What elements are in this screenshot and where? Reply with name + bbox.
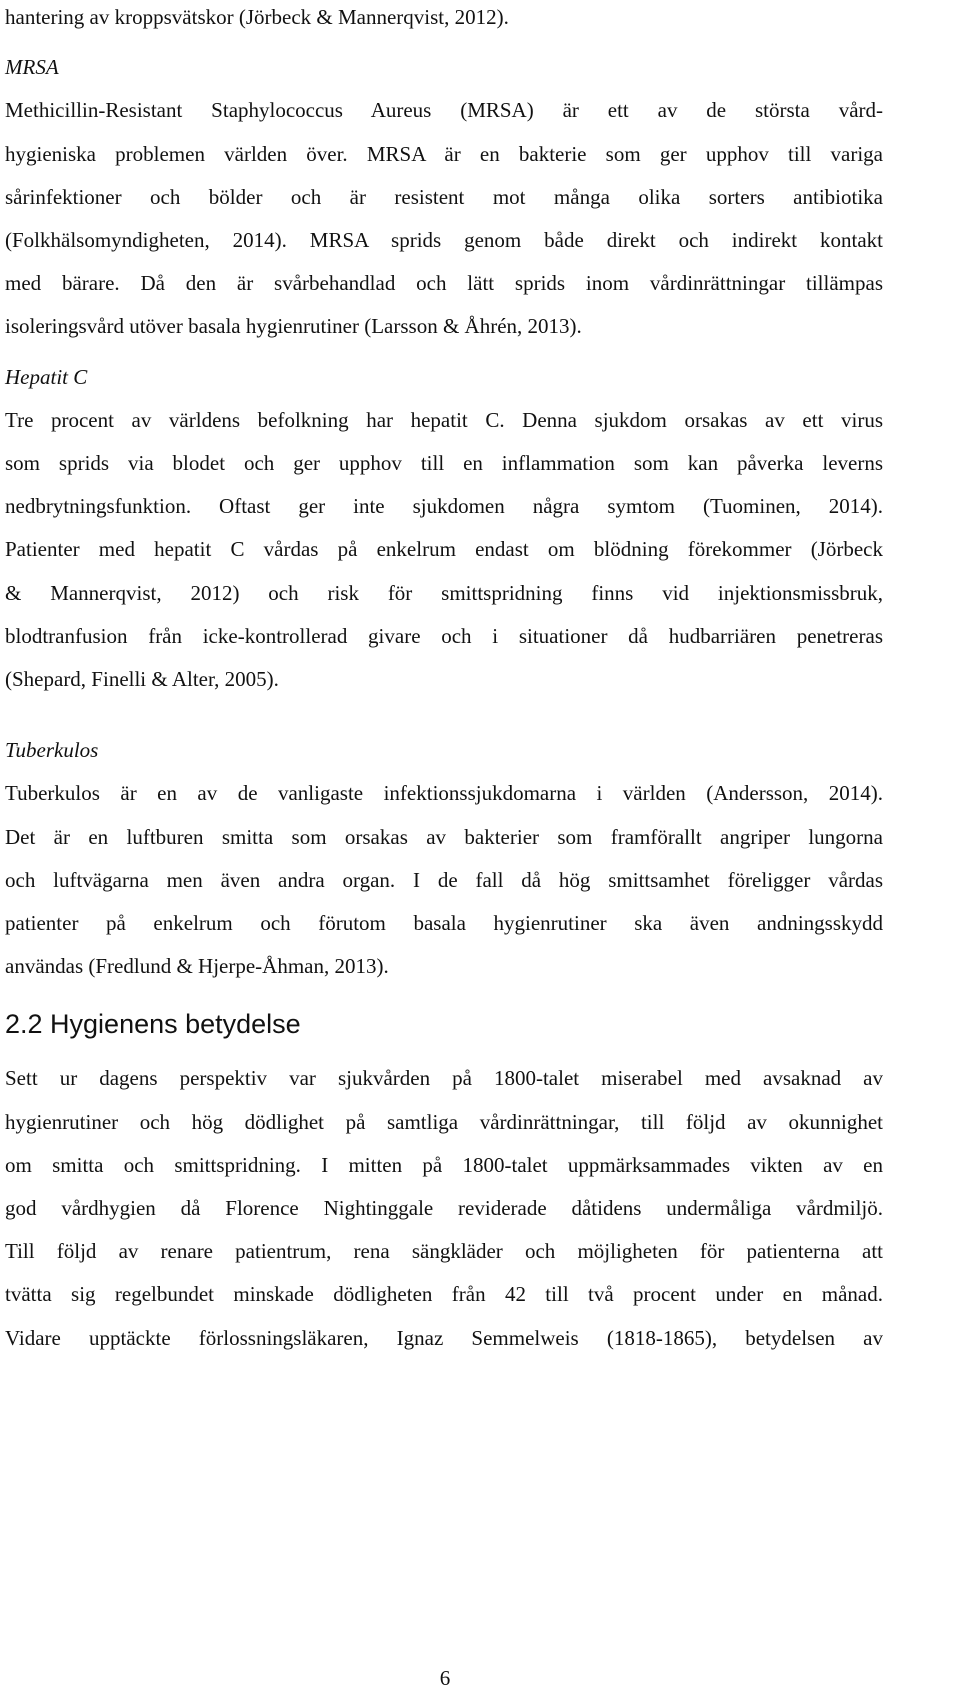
spacer [5,349,883,356]
paragraph-line: nedbrytningsfunktion. Oftast ger inte sjukdomen några symtom (Tuominen, 2014). [5,494,883,519]
paragraph-line: tvätta sig regelbundet minskade dödligheten från 42 till två procent under en månad. [5,1282,883,1307]
section-hepatit-c [5,356,883,702]
paragraph-line: hygieniska problemen världen över. MRSA är en bakterie som ger upphov till variga [5,141,883,166]
section-mrsa [5,46,883,348]
paragraph-line: blodtranfusion från icke-kontrollerad givare och i situationer då hudbarriären penetreras [5,623,883,648]
subheading-mrsa: MRSA [5,55,59,80]
paragraph-line: god vårdhygien då Florence Nightinggale reviderade dåtidens undermåliga vårdmiljö. [5,1196,883,1221]
document-page [5,0,883,1360]
paragraph-line: & Mannerqvist, 2012) och risk för smittspridning finns vid injektionsmissbruk, [5,580,883,605]
page-number: 6 [439,1666,451,1690]
paragraph-line: Patienter med hepatit C vårdas på enkelrum endast om blödning förekommer (Jörbeck [5,537,883,562]
paragraph-line: som sprids via blodet och ger upphov till en inflammation som kan påverka leverns [5,451,883,476]
paragraph-line: (Folkhälsomyndigheten, 2014). MRSA sprids genom både direkt och indirekt kontakt [5,228,883,253]
section-tuberkulos [5,729,883,988]
paragraph-line: Methicillin-Resistant Staphylococcus Aureus (MRSA) är ett av de största vård- [5,98,883,123]
intro-line-1: hantering av kroppsvätskor (Jörbeck & Mannerqvist, 2012). [5,5,509,29]
spacer [5,701,883,729]
subheading-hepatit-c: Hepatit C [5,364,88,389]
section-hygienens-betydelse [5,1057,883,1359]
paragraph-line-last: användas (Fredlund & Hjerpe-Åhman, 2013). [5,954,389,979]
paragraph-line: Till följd av renare patientrum, rena sängkläder och möjligheten för patienterna att [5,1239,883,1264]
paragraph-line: med bärare. Då den är svårbehandlad och lätt sprids inom vårdinrättningar tillämpas [5,271,883,296]
paragraph-line: Sett ur dagens perspektiv var sjukvården på 1800-talet miserabel med avsaknad av [5,1066,883,1091]
paragraph-line-last: (Shepard, Finelli & Alter, 2005). [5,667,279,692]
paragraph-line: Tre procent av världens befolkning har hepatit C. Denna sjukdom orsakas av ett virus [5,407,883,432]
paragraph-line-last: isoleringsvård utöver basala hygienrutiner (Larsson & Åhrén, 2013). [5,314,582,339]
paragraph-line: Vidare upptäckte förlossningsläkaren, Ignaz Semmelweis (1818-1865), betydelsen av [5,1325,883,1350]
subheading-tuberkulos: Tuberkulos [5,738,99,763]
section-heading: 2.2 Hygienens betydelse [5,1009,301,1040]
paragraph-line: sårinfektioner och bölder och är resistent mot många olika sorters antibiotika [5,184,883,209]
paragraph-line: Tuberkulos är en av de vanligaste infektionssjukdomarna i världen (Andersson, 2014). [5,781,883,806]
paragraph-line: Det är en luftburen smitta som orsakas av bakterier som framförallt angriper lungorna [5,824,883,849]
paragraph-line: hygienrutiner och hög dödlighet på samtliga vårdinrättningar, till följd av okunnighet [5,1109,883,1134]
paragraph-line: och luftvägarna men även andra organ. I de fall då hög smittsamhet föreligger vårdas [5,867,883,892]
spacer [5,39,883,46]
paragraph-line: patienter på enkelrum och förutom basala hygienrutiner ska även andningsskydd [5,911,883,936]
paragraph-line: om smitta och smittspridning. I mitten på 1800-talet uppmärksammades vikten av en [5,1152,883,1177]
